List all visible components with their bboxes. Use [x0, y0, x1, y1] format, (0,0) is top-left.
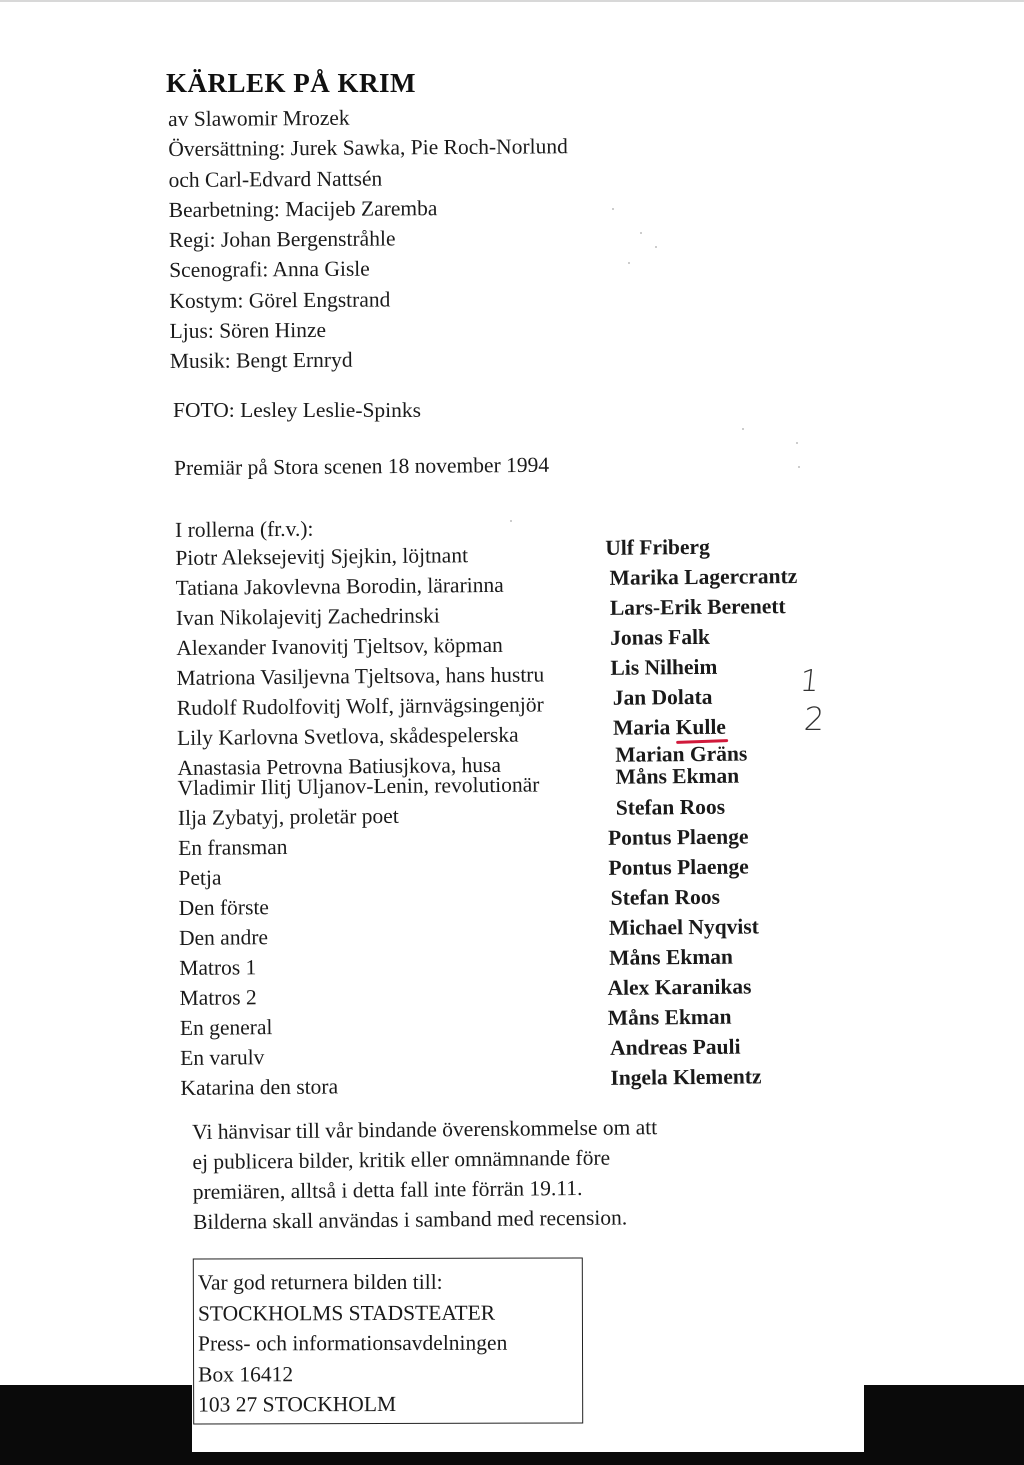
return-line: Box 16412	[198, 1361, 294, 1386]
actor-item	[613, 715, 726, 741]
actor-item: Måns Ekman	[607, 1004, 732, 1030]
credit-adaptation: Bearbetning: Macijeb Zaremba	[168, 196, 438, 222]
scan-edge	[0, 0, 1024, 2]
actor-item: Måns Ekman	[615, 763, 740, 789]
notice-line: premiären, alltså i detta fall inte förrän 19.11.	[192, 1175, 583, 1204]
role-item: Ivan Nikolajevitj Zachedrinski	[175, 603, 440, 630]
credit-scenography: Scenografi: Anna Gisle	[169, 257, 370, 283]
cast-heading: I rollerna (fr.v.):	[175, 516, 314, 542]
actor-item: Jan Dolata	[612, 684, 713, 710]
premiere-line: Premiär på Stora scenen 18 november 1994	[174, 452, 550, 480]
return-address-box	[193, 1257, 583, 1424]
scan-speck	[796, 442, 798, 444]
scan-speck	[742, 428, 744, 430]
return-line: Var god returnera bilden till:	[197, 1269, 443, 1295]
role-item: En general	[179, 1015, 273, 1040]
actor-item: Lis Nilheim	[610, 654, 718, 680]
actor-item: Michael Nyqvist	[608, 914, 759, 940]
role-item: Den andre	[178, 925, 269, 950]
role-item: Tatiana Jakovlevna Borodin, lärarinna	[175, 572, 504, 600]
actor-item: Pontus Plaenge	[608, 854, 749, 880]
scan-speck	[612, 208, 614, 210]
actor-item: Måns Ekman	[609, 944, 734, 970]
role-item: Piotr Aleksejevitj Sjejkin, löjtnant	[175, 543, 469, 570]
actor-item: Marian Gräns	[615, 741, 748, 767]
role-item: Vladimir Ilitj Uljanov-Lenin, revolutionär	[177, 772, 540, 800]
cast-list	[175, 511, 855, 1100]
role-item: Petja	[178, 865, 222, 890]
actor-item: Pontus Plaenge	[607, 824, 749, 850]
photo-credit: FOTO: Lesley Leslie-Spinks	[173, 398, 422, 422]
actor-item: Alex Karanikas	[607, 974, 752, 1000]
credit-costume: Kostym: Görel Engstrand	[169, 287, 391, 313]
role-item: Matriona Vasiljevna Tjeltsova, hans hustru	[176, 662, 545, 690]
role-item: Lily Karlovna Svetlova, skådespelerska	[176, 722, 519, 750]
role-item: Ilja Zybatyj, proletär poet	[177, 803, 399, 830]
scan-edge	[0, 1452, 1024, 1465]
actor-item: Stefan Roos	[615, 794, 726, 820]
role-item: Den förste	[178, 895, 270, 920]
credit-translation-cont: och Carl-Edvard Nattsén	[168, 166, 383, 192]
surname-text: Kulle	[675, 714, 727, 740]
return-line: 103 27 STOCKHOLM	[198, 1391, 397, 1417]
credits-block	[168, 101, 569, 376]
credit-director: Regi: Johan Bergenstråhle	[168, 226, 396, 253]
return-line: STOCKHOLMS STADSTEATER	[197, 1300, 496, 1325]
role-item: Alexander Ivanovitj Tjeltsov, köpman	[176, 632, 503, 660]
scan-speck	[640, 232, 642, 234]
scan-speck	[655, 246, 657, 248]
notice-line: Vi hänvisar till vår bindande överenskommelse om att	[192, 1115, 658, 1144]
handwritten-mark: 1	[798, 664, 821, 699]
return-line: Press- och informationsavdelningen	[197, 1330, 508, 1356]
role-item: Katarina den stora	[180, 1074, 339, 1100]
scan-speck	[628, 262, 630, 264]
handwritten-mark: 2	[802, 700, 826, 738]
credit-music: Musik: Bengt Ernryd	[169, 348, 353, 374]
credit-author: av Slawomir Mrozek	[168, 105, 350, 131]
credit-lighting: Ljus: Sören Hinze	[169, 317, 327, 344]
actor-item: Andreas Pauli	[609, 1034, 741, 1060]
role-item: Anastasia Petrovna Batiusjkova, husa	[177, 752, 502, 780]
actor-item: Lars-Erik Berenett	[609, 594, 786, 620]
play-title: KÄRLEK PÅ KRIM	[166, 68, 416, 98]
actor-item: Ingela Klementz	[610, 1064, 762, 1090]
notice-line: ej publicera bilder, kritik eller omnämnande före	[192, 1145, 611, 1174]
actor-item: Ulf Friberg	[605, 534, 710, 560]
actor-item: Stefan Roos	[610, 884, 721, 910]
actor-item: Jonas Falk	[610, 624, 711, 650]
role-item: Matros 1	[179, 955, 257, 980]
notice-line: Bilderna skall användas i samband med recension.	[192, 1205, 628, 1234]
actor-first-name: Maria	[612, 715, 676, 740]
actor-item: Marika Lagercrantz	[609, 564, 798, 590]
embargo-notice	[192, 1112, 658, 1237]
underlined-surname	[676, 715, 726, 739]
credit-translation: Översättning: Jurek Sawka, Pie Roch-Norlund	[168, 134, 568, 162]
scan-speck	[798, 466, 800, 468]
role-item: En fransman	[178, 834, 288, 860]
role-item: En varulv	[180, 1045, 265, 1070]
role-item: Rudolf Rudolfovitj Wolf, järnvägsingenjör	[176, 692, 544, 720]
role-item: Matros 2	[179, 985, 257, 1010]
